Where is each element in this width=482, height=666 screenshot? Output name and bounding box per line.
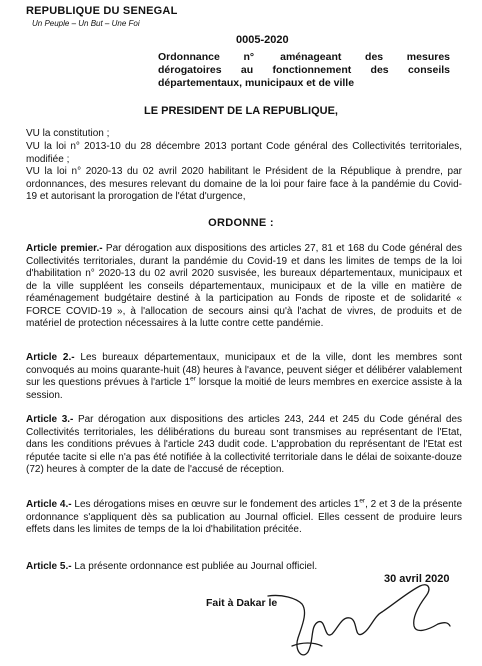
vu-clause: VU la constitution ; <box>26 128 110 139</box>
article-text: Par dérogation aux dispositions des articles 27, 81 et 168 du Code général des Collectivités territoriales, durant la pandémie du Covid-19 et dans les limites de temps de la loi d'habilitation n° 2020-13 du 02 avril 2020 susvisée, les bureaux départementaux, municipaux et de la ville suppléent les conseils départementaux, municipaux et de la ville en matière de réaménagement budgétaire destiné à la participation au Fonds de riposte et de solidarité « FORCE COVID-19 », à l'allocation de secours ainsi qu'à l'achat de vivres, de produits et de matériel de protection nécessaires à la lutte contre cette pandémie. <box>26 243 462 329</box>
ordinance-title <box>158 51 450 90</box>
article-text: , 2 et 3 de la présente ordonnance s'appliquent dès sa publication au Journal officiel. Elles cessent de produire leurs effets dans les limites de temps de la loi d'habilitation précitée. <box>26 499 463 535</box>
article-label: Article 4.- <box>26 499 72 510</box>
article-label: Article 2.- <box>26 352 75 363</box>
article-text: Les dérogations mises en œuvre sur le fondement des articles 1 <box>71 499 360 510</box>
article-5 <box>26 561 462 574</box>
superscript: er <box>359 497 366 505</box>
vu-clause: VU la loi n° 2013-10 du 28 décembre 2013 portant Code général des Collectivités territoriales, modifiée ; <box>26 141 462 165</box>
article-4 <box>26 499 462 537</box>
article-text: Les bureaux départementaux, municipaux et de la ville, dont les membres sont convoqués au moins quarante-huit (48) heures à l'avance, peuvent siéger et délibérer valablement sur les questions prévues à l'article 1 <box>26 352 462 388</box>
article-text: La présente ordonnance est publiée au Journal officiel. <box>71 561 318 572</box>
ordinance-title-subject: aménageant des mesures dérogatoires au fonctionnement des conseils départementaux, municipaux et de ville <box>158 51 450 89</box>
article-3 <box>26 414 462 477</box>
article-text: Par dérogation aux dispositions des articles 243, 244 et 245 du Code général des Collectivités territoriales, les délibérations du bureau sont transmises au représentant de l'Etat, dans les conditions prévues à l'article 243 dudit code. L'approbation du représentant de l'Etat est réputée tacite si elle n'a pas été notifiée à la collectivité territoriale dans le délai de soixante-douze (72) heures à compter de la date de l'accusé de réception. <box>26 414 463 475</box>
country-name: REPUBLIQUE DU SENEGAL <box>26 5 178 17</box>
national-motto: Un Peuple – Un But – Une Foi <box>32 19 140 28</box>
signing-date: 30 avril 2020 <box>384 573 450 585</box>
ordinance-title-prefix: Ordonnance n° <box>158 51 255 63</box>
article-premier <box>26 243 462 331</box>
president-heading: LE PRESIDENT DE LA REPUBLIQUE, <box>144 105 338 117</box>
handwritten-signature <box>262 582 452 666</box>
signing-place: Fait à Dakar le <box>206 597 278 609</box>
article-2 <box>26 352 462 402</box>
article-label: Article premier.- <box>26 243 103 254</box>
ordinance-number: 0005-2020 <box>236 34 289 46</box>
ordonne-heading: ORDONNE : <box>208 217 274 229</box>
article-label: Article 5.- <box>26 561 72 572</box>
superscript: er <box>190 375 196 383</box>
article-text: lorsque la moitié de leurs membres en exercice assiste à la session. <box>26 377 462 401</box>
article-label: Article 3.- <box>26 414 74 425</box>
vu-clause: VU la loi n° 2020-13 du 02 avril 2020 habilitant le Président de la République à prendre, par ordonnances, des mesures relevant du domaine de la loi pour faire face à la pandémie du Covid-19 et autorisant la prorogation de l'état d'urgence, <box>26 166 462 202</box>
